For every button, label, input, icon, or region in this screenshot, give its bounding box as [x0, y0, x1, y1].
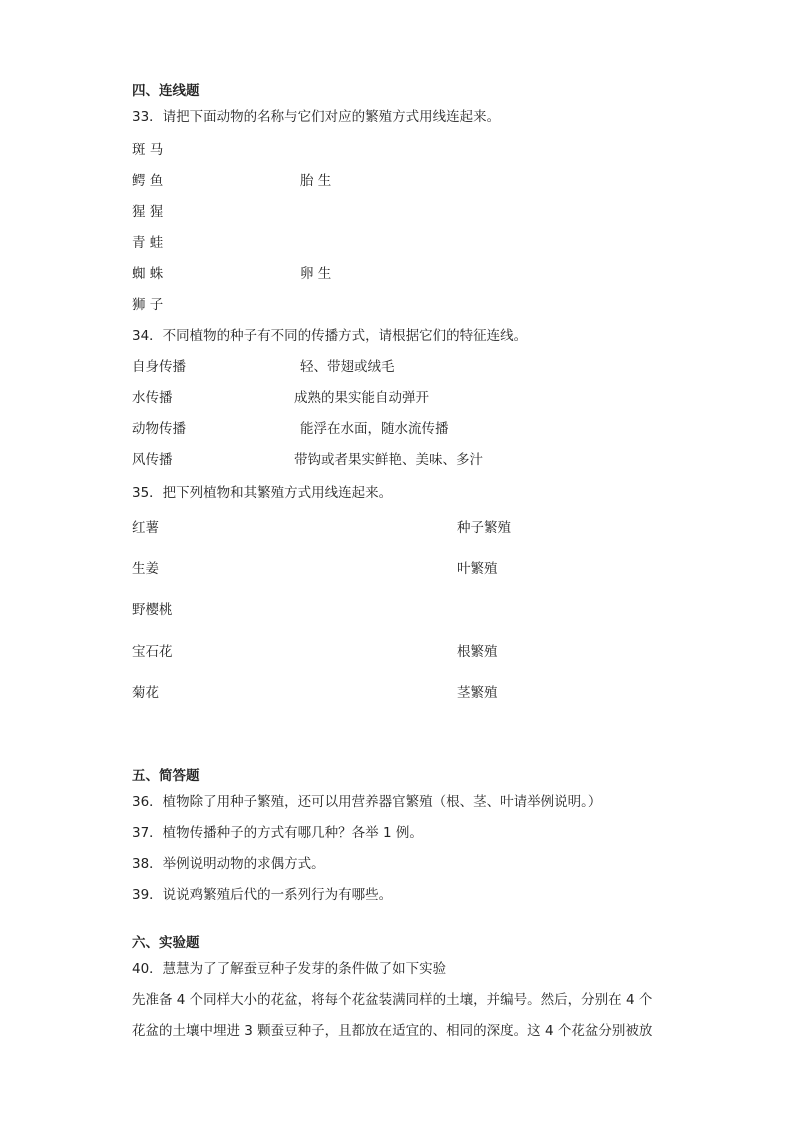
- q34-feature: 成熟的果实能自动弹开: [294, 390, 429, 406]
- q33-animal: 狮 子: [132, 297, 164, 313]
- q34-feature: 能浮在水面，随水流传播: [300, 421, 449, 437]
- q33-animal: 青 蛙: [132, 235, 164, 251]
- q35-propagation-mode: 叶繁殖: [457, 561, 498, 577]
- q34-feature: 轻、带翅或绒毛: [300, 359, 395, 375]
- q35-plant: 野樱桃: [132, 602, 173, 618]
- question-37: 37．植物传播种子的方式有哪几种？各举 1 例。: [132, 825, 423, 841]
- question-39: 39．说说鸡繁殖后代的一系列行为有哪些。: [132, 887, 393, 903]
- question-40-body-line: 先准备 4 个同样大小的花盆，将每个花盆装满同样的土壤，并编号。然后，分别在 4 个: [132, 992, 653, 1008]
- question-36: 36．植物除了用种子繁殖，还可以用营养器官繁殖（根、茎、叶请举例说明。）: [132, 794, 602, 810]
- q33-animal: 猩 猩: [132, 204, 164, 220]
- q35-plant: 红薯: [132, 520, 159, 536]
- section-4-heading: 四、连线题: [132, 83, 200, 99]
- question-33-prompt: 33．请把下面动物的名称与它们对应的繁殖方式用线连起来。: [132, 109, 501, 125]
- q35-propagation-mode: 根繁殖: [457, 644, 498, 660]
- q34-dispersal-method: 水传播: [132, 390, 173, 406]
- q34-dispersal-method: 自身传播: [132, 359, 186, 375]
- q34-dispersal-method: 风传播: [132, 452, 173, 468]
- q33-animal: 蜘 蛛: [132, 266, 164, 282]
- section-6-heading: 六、实验题: [132, 935, 200, 951]
- q34-feature: 带钩或者果实鲜艳、美味、多汁: [294, 452, 483, 468]
- question-40-prompt: 40．慧慧为了了解蚕豆种子发芽的条件做了如下实验: [132, 961, 447, 977]
- q33-reproduction-mode: 胎 生: [300, 173, 332, 189]
- question-34-prompt: 34．不同植物的种子有不同的传播方式，请根据它们的特征连线。: [132, 328, 528, 344]
- question-38: 38．举例说明动物的求偶方式。: [132, 856, 325, 872]
- question-40-body-line: 花盆的土壤中埋进 3 颗蚕豆种子，且都放在适宜的、相同的深度。这 4 个花盆分别被放: [132, 1023, 653, 1039]
- q35-plant: 生姜: [132, 561, 159, 577]
- q33-reproduction-mode: 卵 生: [300, 266, 332, 282]
- q35-plant: 菊花: [132, 685, 159, 701]
- q33-animal: 斑 马: [132, 142, 164, 158]
- q35-plant: 宝石花: [132, 644, 173, 660]
- q33-animal: 鳄 鱼: [132, 173, 164, 189]
- q34-dispersal-method: 动物传播: [132, 421, 186, 437]
- question-35-prompt: 35．把下列植物和其繁殖方式用线连起来。: [132, 485, 393, 501]
- section-5-heading: 五、简答题: [132, 768, 200, 784]
- q35-propagation-mode: 茎繁殖: [457, 685, 498, 701]
- q35-propagation-mode: 种子繁殖: [457, 520, 511, 536]
